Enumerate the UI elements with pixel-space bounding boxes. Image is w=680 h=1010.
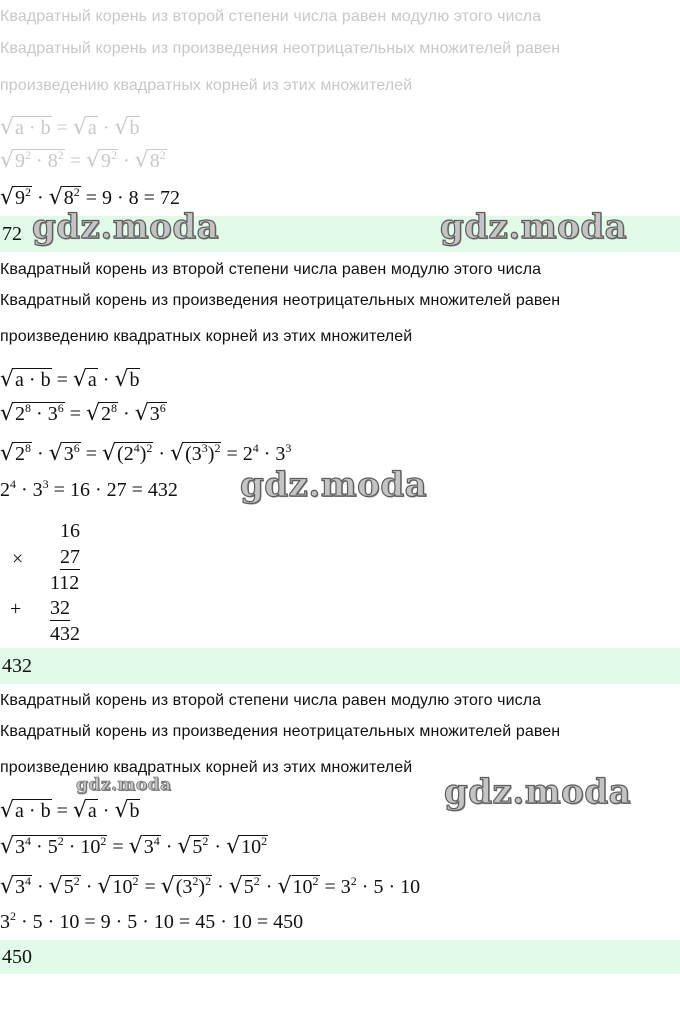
rule-sqrt-square: Квадратный корень из второй степени числа равен модулю этого числа [0, 692, 542, 709]
mult-times-sign: × [12, 548, 24, 570]
rule-sqrt-square: Квадратный корень из второй степени числа равен модулю этого числа [0, 8, 542, 25]
rule-sqrt-product-2: произведению квадратных корней из этих множителей [0, 77, 413, 94]
watermark: gdz.moda [440, 207, 628, 247]
watermark: gdz.moda [240, 465, 428, 505]
formula-step-2: $√9^2 \cdot √8^2 = 9 \cdot 8 = 72$ [0, 185, 180, 210]
mult-operand-2: 27 [60, 546, 80, 568]
formula-step-1: $√2^8 \cdot 3^6 = √2^8 \cdot √3^6$ [0, 401, 166, 426]
watermark: gdz.moda [444, 772, 632, 812]
answer-1: 72 [2, 223, 22, 245]
rule-sqrt-product-2: произведению квадратных корней из этих множителей [0, 328, 413, 345]
formula-step-3: $2^4 \cdot 3^3 = 16 \cdot 27 = 432$ [0, 477, 178, 501]
formula-step-2: $√2^8 \cdot √3^6 = √(2^4)^2 \cdot √(3^3)^2 = 2^4 \cdot 3^3$ [0, 441, 292, 466]
formula-general: √a · b = √a · √b [0, 798, 140, 823]
mult-plus-sign: + [10, 598, 22, 620]
formula-step-1: $√3^4 \cdot 5^2 \cdot 10^2 = √3^4 \cdot √5^2 \cdot √10^2$ [0, 834, 268, 859]
answer-3: 450 [2, 946, 32, 968]
formula-general: √a · b = √a · √b [0, 367, 140, 392]
rule-sqrt-product-1: Квадратный корень из произведения неотрицательных множителей равен [0, 292, 561, 309]
watermark: gdz.moda [76, 775, 172, 795]
mult-partial-1: 112 [50, 572, 80, 594]
mult-partial-2: 32 [50, 597, 70, 619]
rule-sqrt-product-2: произведению квадратных корней из этих множителей [0, 759, 413, 776]
mult-result: 432 [50, 623, 80, 645]
formula-general: √a · b = √a · √b [0, 115, 140, 140]
rule-sqrt-product-1: Квадратный корень из произведения неотрицательных множителей равен [0, 723, 561, 740]
watermark: gdz.moda [32, 207, 220, 247]
rule-sqrt-square: Квадратный корень из второй степени числа равен модулю этого числа [0, 261, 542, 278]
answer-2: 432 [2, 655, 32, 677]
mult-operand-1: 16 [60, 520, 80, 542]
formula-step-1: $√9^2 \cdot 8^2 = √9^2 \cdot √8^2$ [0, 148, 166, 173]
rule-sqrt-product-1: Квадратный корень из произведения неотрицательных множителей равен [0, 40, 561, 57]
answer-band-2 [0, 648, 680, 684]
formula-step-2: $√3^4 \cdot √5^2 \cdot √10^2 = √(3^2)^2 \cdot √5^2 \cdot √10^2 = 3^2 \cdot 5 \cdot 10$ [0, 874, 421, 899]
answer-band-3 [0, 940, 680, 974]
formula-step-3: $3^2 \cdot 5 \cdot 10 = 9 \cdot 5 \cdot 10 = 45 \cdot 10 = 450$ [0, 909, 304, 933]
